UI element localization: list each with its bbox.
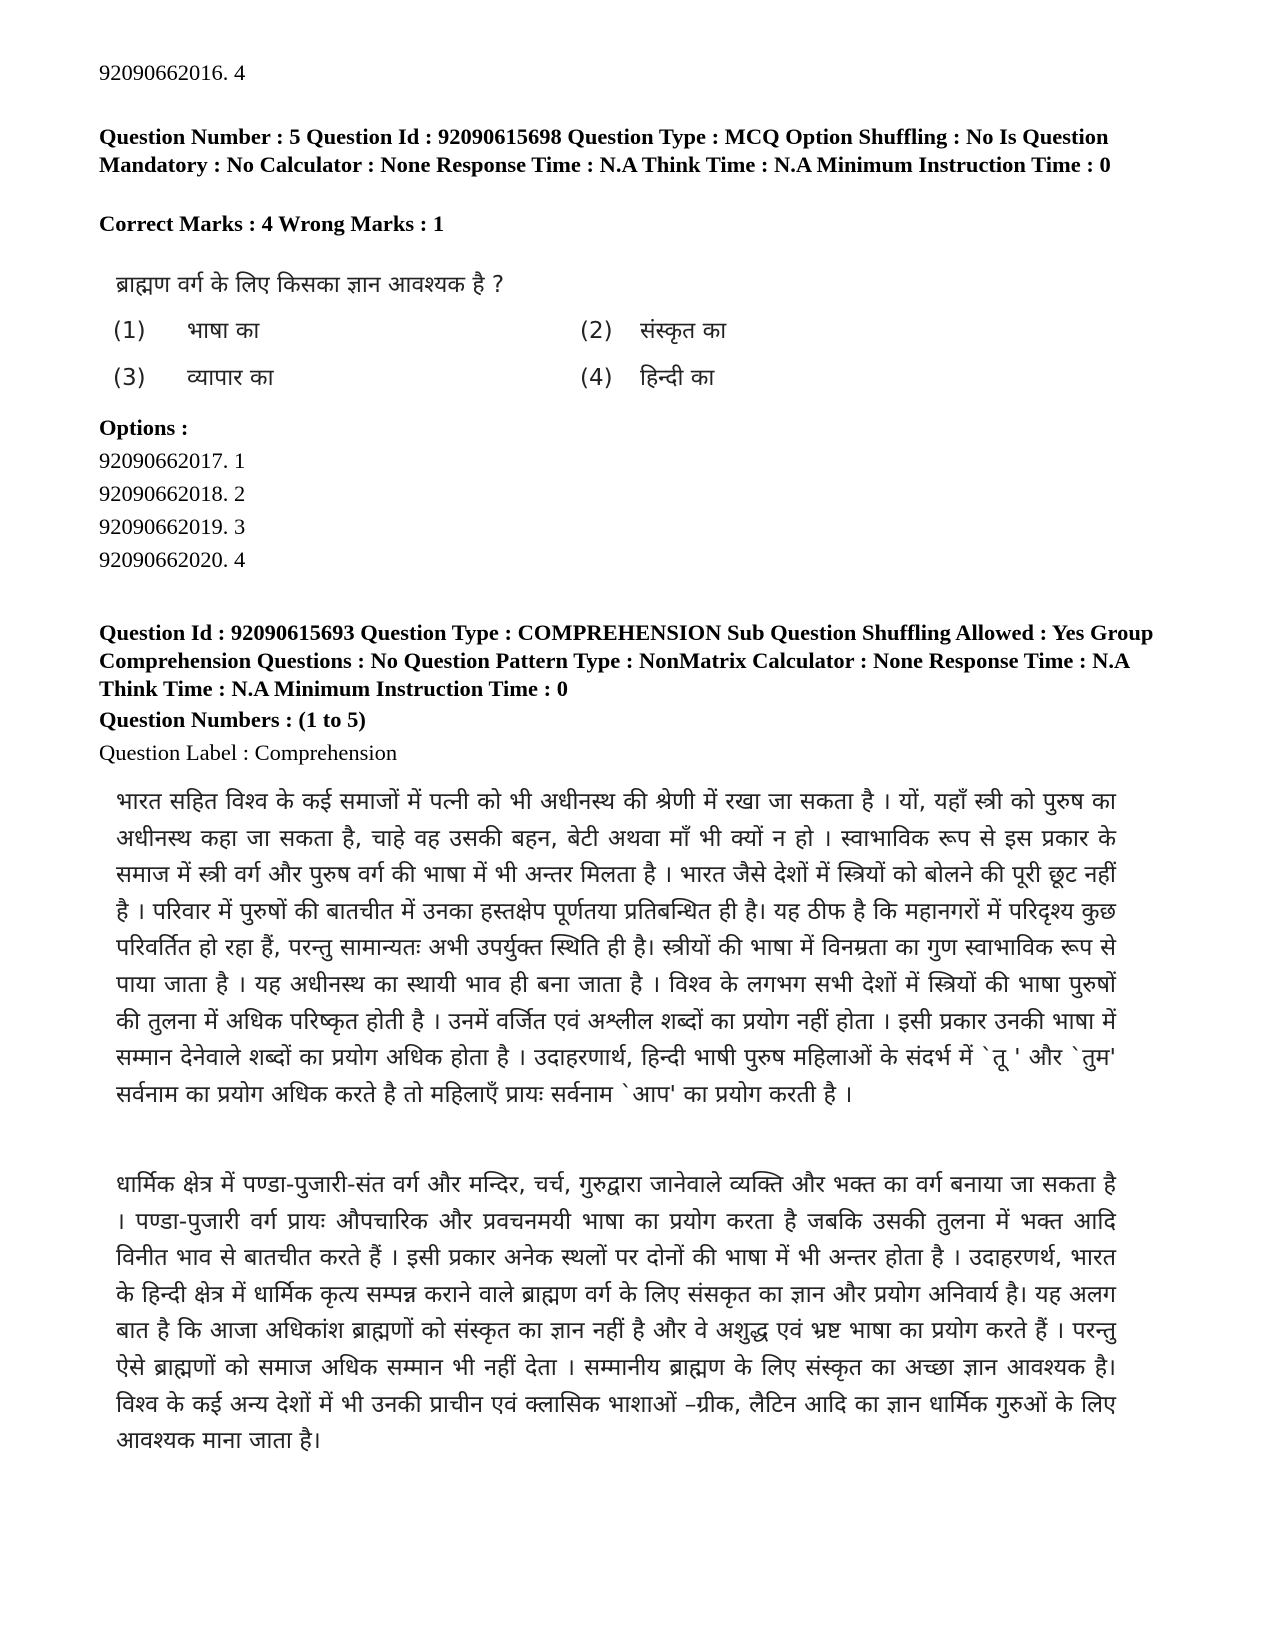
question-numbers: Question Numbers : (1 to 5) — [99, 707, 366, 732]
question-5-choice-2 — [580, 316, 726, 346]
option-line: 92090662018. 2 — [99, 481, 246, 506]
choice-text: हिन्दी का — [640, 365, 715, 391]
passage-paragraph-2: धार्मिक क्षेत्र में पण्डा-पुजारी-संत वर्ग और मन्दिर, चर्च, गुरुद्वारा जानेवाले व्यक्ति और भक्त का वर्ग बनाया जा सकता है । पण्डा-पुजारी वर्ग प्रायः औपचारिक और प्रवचनमयी भाषा का प्रयोग करता है जबकि उसकी तुलना में भक्त आदि विनीत भाव से बातचीत करते हैं । इसी प्रकार अनेक स्थलों पर दोनों की भाषा में भी अन्तर होता है । उदाहरणर्थ, भारत के हिन्दी क्षेत्र में धार्मिक कृत्य सम्पन्न कराने वाले ब्राह्मण वर्ग के लिए संसकृत का ज्ञान और प्रयोग अनिवार्य है। यह अलग बात है कि आजा अधिकांश ब्राह्मणों को संस्कृत का ज्ञान नहीं है और वे अशुद्ध एवं भ्रष्ट भाषा का प्रयोग करते हैं । परन्तु ऐसे ब्राह्मणों को समाज अधिक सम्मान भी नहीं देता । सम्मानीय ब्राह्मण के लिए संस्कृत का अच्छा ज्ञान आवश्यक है। विश्व के कई अन्य देशों में भी उनकी प्राचीन एवं क्लासिक भाशाओं –ग्रीक, लैटिन आदि का ज्ञान धार्मिक गुरुओं के लिए आवश्यक माना जाता है। — [116, 1170, 1116, 1455]
question-5-choice-4 — [580, 363, 714, 393]
comprehension-metadata: Question Id : 92090615693 Question Type : COMPREHENSION Sub Question Shuffling Allowed : Yes Group Comprehension Questions : No Question Pattern Type : NonMatrix Calculator : None Response Time : N.A Think Time : N.A Minimum Instruction Time : 0 — [99, 620, 1154, 701]
question-5-metadata: Question Number : 5 Question Id : 92090615698 Question Type : MCQ Option Shuffling : No Is Question Mandatory : No Calculator : None Response Time : N.A Think Time : N.A Minimum Instruction Time : 0 — [99, 124, 1111, 177]
choice-text: व्यापार का — [187, 365, 274, 391]
choice-number: (3) — [113, 365, 146, 391]
question-5-choice-1 — [113, 316, 259, 346]
options-heading: Options : — [99, 415, 189, 440]
choice-number: (1) — [113, 318, 146, 344]
question-label: Question Label : Comprehension — [99, 740, 398, 765]
choice-text: भाषा का — [187, 318, 260, 344]
passage-paragraph-1: भारत सहित विश्व के कई समाजों में पत्नी को भी अधीनस्थ की श्रेणी में रखा जा सकता है । यों, यहाँ स्त्री को पुरुष का अधीनस्थ कहा जा सकता है, चाहे वह उसकी बहन, बेटी अथवा माँ भी क्यों न हो । स्वाभाविक रूप से इस प्रकार के समाज में स्त्री वर्ग और पुरुष वर्ग की भाषा में भी अन्तर मिलता है । भारत जैसे देशों में स्त्रियों को बोलने की पूरी छूट नहीं है । परिवार में पुरुषों की बातचीत में उनका हस्तक्षेप पूर्णतया प्रतिबन्धित ही है। यह ठीफ है कि महानगरों में परिदृश्य कुछ परिवर्तित हो रहा हैं, परन्तु सामान्यतः अभी उपर्युक्त स्थिति ही है। स्त्रीयों की भाषा में विनम्रता का गुण स्वाभाविक रूप से पाया जाता है । यह अधीनस्थ का स्थायी भाव ही बना जाता है । विश्व के लगभग सभी देशों में स्त्रियों की भाषा पुरुषों की तुलना में अधिक परिष्कृत होती है । उनमें वर्जित एवं अश्लील शब्दों का प्रयोग नहीं होता । इसी प्रकार उनकी भाषा में सम्मान देनेवाले शब्दों का प्रयोग अधिक होता है । उदाहरणार्थ, हिन्दी भाषी पुरुष महिलाओं के संदर्भ में `तू ' और `तुम' सर्वनाम का प्रयोग अधिक करते है तो महिलाएँ प्रायः सर्वनाम `आप' का प्रयोग करती है । — [116, 787, 1116, 1108]
choice-number: (4) — [580, 365, 613, 391]
choice-number: (2) — [580, 318, 613, 344]
option-line: 92090662017. 1 — [99, 448, 246, 473]
option-line: 92090662019. 3 — [99, 514, 246, 539]
question-5-stem: ब्राह्मण वर्ग के लिए किसका ज्ञान आवश्यक है ? — [116, 272, 505, 298]
option-line-previous: 92090662016. 4 — [99, 60, 246, 85]
question-5-choice-3 — [113, 363, 274, 393]
choice-text: संस्कृत का — [640, 318, 727, 344]
option-line: 92090662020. 4 — [99, 547, 246, 572]
question-5-marks: Correct Marks : 4 Wrong Marks : 1 — [99, 211, 445, 236]
